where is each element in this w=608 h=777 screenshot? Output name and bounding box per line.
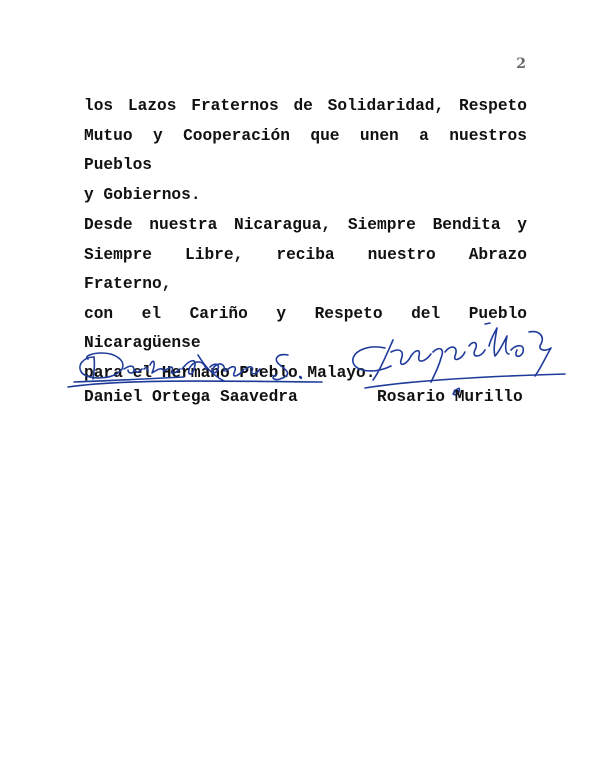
signer-name-rosario-murillo: Rosario Murillo bbox=[377, 388, 523, 406]
paragraph-line: Siempre Libre, reciba nuestro Abrazo Fraterno, bbox=[84, 245, 527, 293]
page-number: 2 bbox=[516, 56, 526, 72]
letter-paragraph-1 bbox=[84, 92, 527, 210]
paragraph-line: Desde nuestra Nicaragua, Siempre Bendita y bbox=[84, 216, 527, 234]
paragraph-line: Mutuo y Cooperación que unen a nuestros Pueblos bbox=[84, 126, 527, 174]
paragraph-line: para el Hermano Pueblo Malayo. bbox=[84, 363, 376, 382]
paragraph-line: con el Cariño y Respeto del Pueblo Nicaragüense bbox=[84, 304, 527, 352]
paragraph-line: los Lazos Fraternos de Solidaridad, Respeto bbox=[84, 97, 527, 115]
signer-name-daniel-ortega: Daniel Ortega Saavedra bbox=[84, 388, 298, 406]
paragraph-line: y Gobiernos. bbox=[84, 185, 201, 204]
